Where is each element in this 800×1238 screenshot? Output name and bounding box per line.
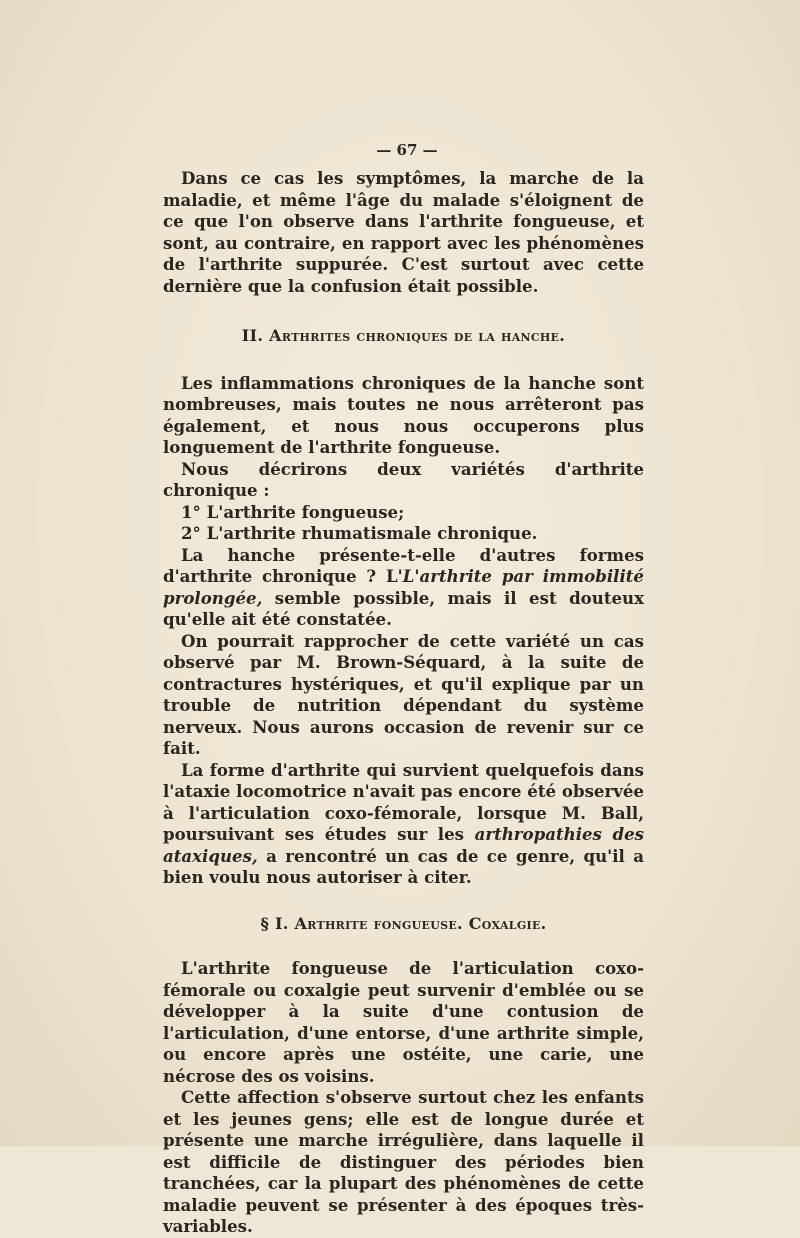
paragraph-1: Dans ce cas les symptômes, la marche de la maladie, et même l'âge du malade s'éloignent de ce que l'on observe dans l'arthrite fongueuse, et sont, au contraire, en rapport avec les phénomènes de l'arthrite suppurée. C'est surtout avec cette dernière que la confusion était possible. — [163, 168, 644, 296]
list-item-1: 1° L'arthrite fongueuse; — [181, 501, 405, 522]
page-body — [163, 168, 644, 1238]
section-heading-s1: § I. Arthrite fongueuse. Coxalgie. — [260, 913, 547, 933]
paragraph-6 — [163, 760, 644, 889]
paragraph-5: On pourrait rapprocher de cette variété un cas observé par M. Brown-Séquard, à la suite de contractures hystériques, et qu'il explique par un trouble de nutrition dépendant du système nerveux. Nous aurons occasion de revenir sur ce fait. — [163, 630, 644, 758]
page-number: — 67 — — [376, 141, 438, 159]
paragraph-4-start: La hanche présente-t-elle d'autres formes d'arthrite chronique ? L' — [163, 544, 644, 586]
paragraph-6-start: La forme d'arthrite qui survient quelquefois dans l'ataxie locomotrice n'avait pas encore été observée à l'articulation coxo-fémorale, lorsque M. Ball, poursuivant ses études sur les — [163, 759, 644, 844]
paragraph-6-end: a rencontré un cas de ce genre, qu'il a bien voulu nous autoriser à citer. — [163, 845, 644, 887]
paragraph-8: Cette affection s'observe surtout chez les enfants et les jeunes gens; elle est de longue durée et présente une marche irrégulière, dans laquelle il est difficile de distinguer des périodes bien tranchées, car la plupart des phénomènes de cette maladie peuvent se présenter à des époques très-variables. — [163, 1087, 644, 1236]
paragraph-7: L'arthrite fongueuse de l'articulation coxo-fémorale ou coxalgie peut survenir d'emblée ou se développer à la suite d'une contusion de l'articulation, d'une entorse, d'une arthrite simple, ou encore après une ostéite, une carie, une nécrose des os voisins. — [163, 958, 644, 1086]
paragraph-2: Les inflammations chroniques de la hanche sont nombreuses, mais toutes ne nous arrêteront pas également, et nous nous occuperons plus longuement de l'arthrite fongueuse. — [163, 372, 644, 457]
section-heading-ii: II. Arthrites chroniques de la hanche. — [241, 326, 566, 345]
paragraph-4-end: semble possible, mais il est douteux qu'elle ait été constatée. — [163, 587, 644, 629]
paragraph-6-italic: arthropathies des ataxiques, — [163, 824, 644, 866]
paragraph-3: Nous décrirons deux variétés d'arthrite chronique : — [163, 458, 644, 500]
paragraph-4-italic: L'arthrite par immobilité prolongée, — [163, 566, 644, 608]
paragraph-4 — [163, 545, 644, 631]
list-item-2: 2° L'arthrite rhumatismale chronique. — [181, 523, 538, 543]
